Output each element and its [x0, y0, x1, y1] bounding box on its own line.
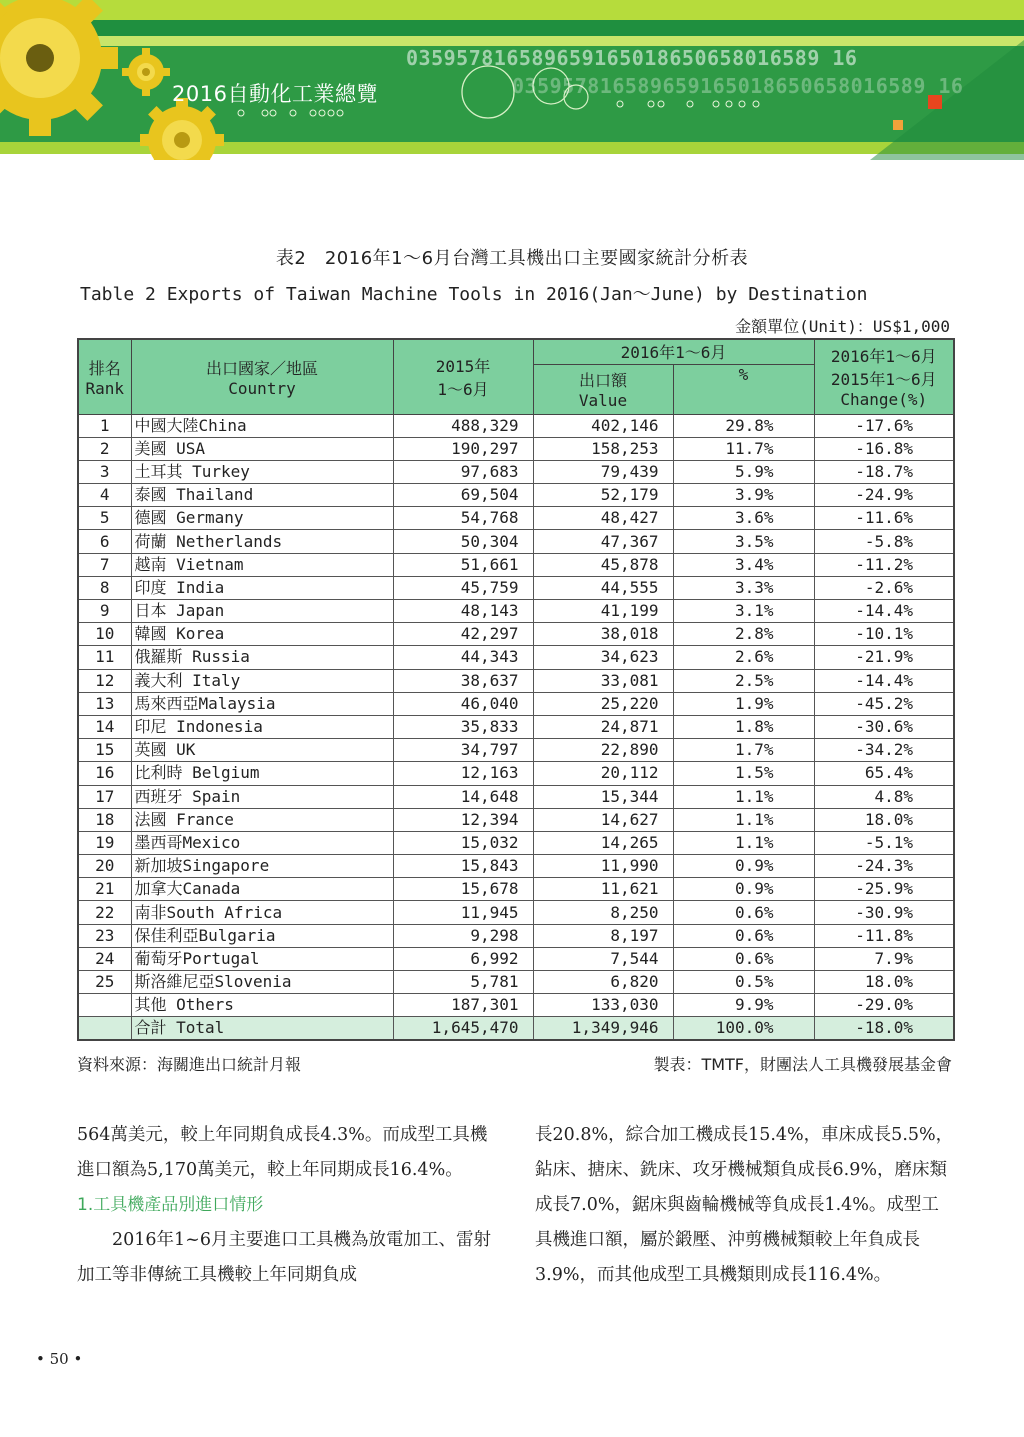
cell-country: 印尼 Indonesia [131, 715, 393, 738]
cell-country: 中國大陸China [131, 414, 393, 437]
cell-value: 14,265 [533, 831, 673, 854]
cell-value: 402,146 [533, 414, 673, 437]
cell-rank: 3 [78, 460, 131, 483]
cell-rank: 14 [78, 715, 131, 738]
cell-change: -11.6% [814, 507, 954, 530]
cell-country: 保佳利亞Bulgaria [131, 924, 393, 947]
publication-title: 2016自動化工業總覽 [172, 82, 378, 106]
cell-pct: 2.8% [673, 623, 814, 646]
header-country-en: Country [228, 378, 296, 398]
cell-value: 8,250 [533, 901, 673, 924]
cell-2015: 50,304 [393, 530, 533, 553]
cell-2015: 12,163 [393, 762, 533, 785]
cell-2015: 46,040 [393, 692, 533, 715]
cell-change: -45.2% [814, 692, 954, 715]
cell-value: 33,081 [533, 669, 673, 692]
cell-rank: 12 [78, 669, 131, 692]
table-row [78, 831, 954, 854]
cell-country: 泰國 Thailand [131, 484, 393, 507]
cell-2015: 54,768 [393, 507, 533, 530]
cell-pct: 1.9% [673, 692, 814, 715]
cell-country: 加拿大Canada [131, 878, 393, 901]
table-title-zh: 表2 2016年1～6月台灣工具機出口主要國家統計分析表 [275, 248, 749, 269]
cell-pct: 0.9% [673, 878, 814, 901]
cell-pct: 1.1% [673, 808, 814, 831]
cell-country: 斯洛維尼亞Slovenia [131, 971, 393, 994]
table-row [78, 576, 954, 599]
cell-2015: 15,843 [393, 855, 533, 878]
cell-rank: 7 [78, 553, 131, 576]
cell-2015: 44,343 [393, 646, 533, 669]
cell-rank: 10 [78, 623, 131, 646]
cell-pct: 3.1% [673, 600, 814, 623]
cell-value: 79,439 [533, 460, 673, 483]
cell-rank: 9 [78, 600, 131, 623]
cell-change: -24.9% [814, 484, 954, 507]
cell-value: 7,544 [533, 947, 673, 970]
cell-rank: 25 [78, 971, 131, 994]
cell-pct: 1.5% [673, 762, 814, 785]
cell-2015: 51,661 [393, 553, 533, 576]
cell-change: 65.4% [814, 762, 954, 785]
header-value-zh: 出口額 [578, 371, 627, 390]
cell-value: 48,427 [533, 507, 673, 530]
header-value [533, 364, 673, 414]
cell-country: 英國 UK [131, 739, 393, 762]
cell-2015: 34,797 [393, 739, 533, 762]
cell-pct: 0.6% [673, 947, 814, 970]
cell-change: -11.8% [814, 924, 954, 947]
header-banner [0, 0, 1024, 160]
cell-change: -25.9% [814, 878, 954, 901]
cell-2015: 6,992 [393, 947, 533, 970]
cell-rank: 4 [78, 484, 131, 507]
cell-rank: 2 [78, 437, 131, 460]
cell-2015: 38,637 [393, 669, 533, 692]
cell-change: -34.2% [814, 739, 954, 762]
cell-rank: 19 [78, 831, 131, 854]
table-unit: 金額單位(Unit)：US$1,000 [735, 317, 950, 336]
cell-country: 荷蘭 Netherlands [131, 530, 393, 553]
header-value-en: Value [578, 391, 628, 410]
cell-pct: 11.7% [673, 437, 814, 460]
cell-change: 7.9% [814, 947, 954, 970]
cell-change: -24.3% [814, 855, 954, 878]
cell-country: 義大利 Italy [131, 669, 393, 692]
cell-rank: 1 [78, 414, 131, 437]
cell-pct: 2.5% [673, 669, 814, 692]
table-row [78, 994, 954, 1017]
header-country-zh: 出口國家／地區 [205, 358, 318, 378]
cell-country: 日本 Japan [131, 600, 393, 623]
cell-pct: 1.1% [673, 831, 814, 854]
table-row [78, 947, 954, 970]
cell-value: 11,990 [533, 855, 673, 878]
cell-pct: 0.5% [673, 971, 814, 994]
table-row [78, 669, 954, 692]
cell-2015: 45,759 [393, 576, 533, 599]
cell-value: 52,179 [533, 484, 673, 507]
table-row [78, 507, 954, 530]
cell-country: 俄羅斯 Russia [131, 646, 393, 669]
header-2015 [393, 339, 533, 414]
table-row [78, 646, 954, 669]
cell-pct: 5.9% [673, 460, 814, 483]
cell-value: 44,555 [533, 576, 673, 599]
cell-country: 韓國 Korea [131, 623, 393, 646]
header-rank-zh: 排名 [88, 358, 121, 378]
header-change-line2: 2015年1～6月 [830, 370, 937, 390]
cell-country: 西班牙 Spain [131, 785, 393, 808]
header-pct: % [673, 364, 814, 414]
cell-2015: 15,678 [393, 878, 533, 901]
header-2015-year: 2015年 [435, 356, 491, 376]
cell-2015: 12,394 [393, 808, 533, 831]
cell-rank: 11 [78, 646, 131, 669]
cell-pct: 0.6% [673, 901, 814, 924]
header-2016: 2016年1～6月 [533, 339, 814, 364]
cell-rank: 8 [78, 576, 131, 599]
cell-change: 18.0% [814, 808, 954, 831]
body-paragraph: 長20.8%，綜合加工機成長15.4%，車床成長5.5%，鉆床、搪床、銑床、攻牙機械類負成長6.9%，磨床類成長7.0%，鋸床與齒輪機械等負成長1.4%。成型工具機進口額，屬於鍛壓、沖剪機械類較上年負成長3.9%，而其他成型工具機類則成長116.4%。 [535, 1125, 954, 1285]
banner-number-strip: 035957816589659165018650658016589 16 [406, 46, 858, 70]
cell-pct: 0.6% [673, 924, 814, 947]
table-source: 資料來源：海關進出口統計月報 [77, 1055, 302, 1074]
cell-2015: 15,032 [393, 831, 533, 854]
cell-pct: 3.5% [673, 530, 814, 553]
table-title-en: Table 2 Exports of Taiwan Machine Tools in 2016(Jan～June) by Destination [80, 284, 868, 305]
cell-change: -21.9% [814, 646, 954, 669]
cell-rank: 18 [78, 808, 131, 831]
cell-2015: 48,143 [393, 600, 533, 623]
cell-2015: 9,298 [393, 924, 533, 947]
cell-value: 34,623 [533, 646, 673, 669]
table-row [78, 878, 954, 901]
header-change-line3: Change(%) [840, 390, 928, 410]
body-paragraph: 564萬美元，較上年同期負成長4.3%。而成型工具機進口額為5,170萬美元，較上年同期成長16.4%。 [77, 1125, 488, 1180]
cell-pct: 1.7% [673, 739, 814, 762]
header-rank [78, 339, 131, 414]
cell-change: -2.6% [814, 576, 954, 599]
table-row [78, 460, 954, 483]
cell-value: 38,018 [533, 623, 673, 646]
cell-rank: 13 [78, 692, 131, 715]
cell-2015: 14,648 [393, 785, 533, 808]
table-row [78, 739, 954, 762]
cell-pct: 1.8% [673, 715, 814, 738]
cell-2015: 97,683 [393, 460, 533, 483]
cell-pct: 3.6% [673, 507, 814, 530]
cell-rank: 22 [78, 901, 131, 924]
cell-country: 馬來西亞Malaysia [131, 692, 393, 715]
cell-pct: 29.8% [673, 414, 814, 437]
cell-change: -14.4% [814, 600, 954, 623]
cell-rank: 24 [78, 947, 131, 970]
cell-rank: 21 [78, 878, 131, 901]
table-row [78, 692, 954, 715]
cell-2015: 5,781 [393, 971, 533, 994]
cell-country: 越南 Vietnam [131, 553, 393, 576]
cell-pct: 0.9% [673, 855, 814, 878]
cell-pct: 1.1% [673, 785, 814, 808]
cell-country: 比利時 Belgium [131, 762, 393, 785]
cell-value: 6,820 [533, 971, 673, 994]
cell-country: 印度 India [131, 576, 393, 599]
cell-change: -11.2% [814, 553, 954, 576]
table-row [78, 414, 954, 437]
cell-value: 14,627 [533, 808, 673, 831]
cell-2015: 190,297 [393, 437, 533, 460]
cell-change: -17.6% [814, 414, 954, 437]
cell-value: 47,367 [533, 530, 673, 553]
cell-value: 133,030 [533, 994, 673, 1017]
cell-2015: 11,945 [393, 901, 533, 924]
body-column-left [77, 1118, 497, 1293]
table-row [78, 530, 954, 553]
cell-change: -29.0% [814, 994, 954, 1017]
cell-value: 8,197 [533, 924, 673, 947]
header-rank-en: Rank [85, 378, 125, 398]
cell-rank: 17 [78, 785, 131, 808]
cell-value: 20,112 [533, 762, 673, 785]
cell-country: 美國 USA [131, 437, 393, 460]
table-row [78, 855, 954, 878]
cell-rank [78, 994, 131, 1017]
table-row [78, 808, 954, 831]
cell-change: -5.8% [814, 530, 954, 553]
cell-country: 墨西哥Mexico [131, 831, 393, 854]
cell-country: 其他 Others [131, 994, 393, 1017]
table-body [78, 414, 954, 1040]
table-row [78, 600, 954, 623]
cell-rank: 6 [78, 530, 131, 553]
table-row [78, 715, 954, 738]
cell-change: -18.0% [814, 1017, 954, 1041]
cell-country: 南非South Africa [131, 901, 393, 924]
cell-value: 22,890 [533, 739, 673, 762]
cell-pct: 3.4% [673, 553, 814, 576]
table-row [78, 553, 954, 576]
cell-change: -30.9% [814, 901, 954, 924]
cell-2015: 1,645,470 [393, 1017, 533, 1041]
body-paragraph: 2016年1~6月主要進口工具機為放電加工、雷射加工等非傳統工具機較上年同期負成 [77, 1230, 491, 1285]
cell-pct: 100.0% [673, 1017, 814, 1041]
cell-value: 24,871 [533, 715, 673, 738]
cell-pct: 3.3% [673, 576, 814, 599]
cell-change: 18.0% [814, 971, 954, 994]
page-number: • 50 • [36, 1350, 83, 1368]
header-2015-period: 1～6月 [437, 379, 489, 399]
cell-rank: 16 [78, 762, 131, 785]
cell-change: -18.7% [814, 460, 954, 483]
cell-value: 11,621 [533, 878, 673, 901]
table-row [78, 623, 954, 646]
cell-country: 法國 France [131, 808, 393, 831]
table-row [78, 785, 954, 808]
cell-country: 德國 Germany [131, 507, 393, 530]
table-row [78, 971, 954, 994]
cell-country: 土耳其 Turkey [131, 460, 393, 483]
table-row [78, 901, 954, 924]
header-country [131, 339, 393, 414]
cell-country: 葡萄牙Portugal [131, 947, 393, 970]
banner-number-strip-faded: 035957816589659165018650658016589 16 [512, 74, 964, 98]
total-row [78, 1017, 954, 1041]
header-change [814, 339, 954, 414]
cell-2015: 42,297 [393, 623, 533, 646]
cell-value: 45,878 [533, 553, 673, 576]
table-row [78, 762, 954, 785]
cell-change: -5.1% [814, 831, 954, 854]
cell-rank: 20 [78, 855, 131, 878]
cell-change: -16.8% [814, 437, 954, 460]
cell-change: -14.4% [814, 669, 954, 692]
cell-2015: 69,504 [393, 484, 533, 507]
cell-value: 15,344 [533, 785, 673, 808]
body-column-right [535, 1118, 955, 1293]
cell-change: -30.6% [814, 715, 954, 738]
cell-pct: 2.6% [673, 646, 814, 669]
cell-value: 25,220 [533, 692, 673, 715]
cell-2015: 488,329 [393, 414, 533, 437]
table-row [78, 924, 954, 947]
cell-country: 新加坡Singapore [131, 855, 393, 878]
cell-value: 158,253 [533, 437, 673, 460]
cell-rank: 23 [78, 924, 131, 947]
exports-table [77, 338, 955, 1041]
cell-pct: 3.9% [673, 484, 814, 507]
cell-rank: 15 [78, 739, 131, 762]
cell-rank [78, 1017, 131, 1041]
table-row [78, 437, 954, 460]
cell-value: 1,349,946 [533, 1017, 673, 1041]
cell-2015: 187,301 [393, 994, 533, 1017]
table-maker: 製表：TMTF，財團法人工具機發展基金會 [653, 1055, 952, 1074]
cell-country: 合計 Total [131, 1017, 393, 1041]
header-change-line1: 2016年1～6月 [830, 347, 937, 367]
cell-change: 4.8% [814, 785, 954, 808]
cell-change: -10.1% [814, 623, 954, 646]
cell-rank: 5 [78, 507, 131, 530]
cell-value: 41,199 [533, 600, 673, 623]
section-heading: 1.工具機產品別進口情形 [77, 1195, 264, 1215]
cell-2015: 35,833 [393, 715, 533, 738]
cell-pct: 9.9% [673, 994, 814, 1017]
table-row [78, 484, 954, 507]
